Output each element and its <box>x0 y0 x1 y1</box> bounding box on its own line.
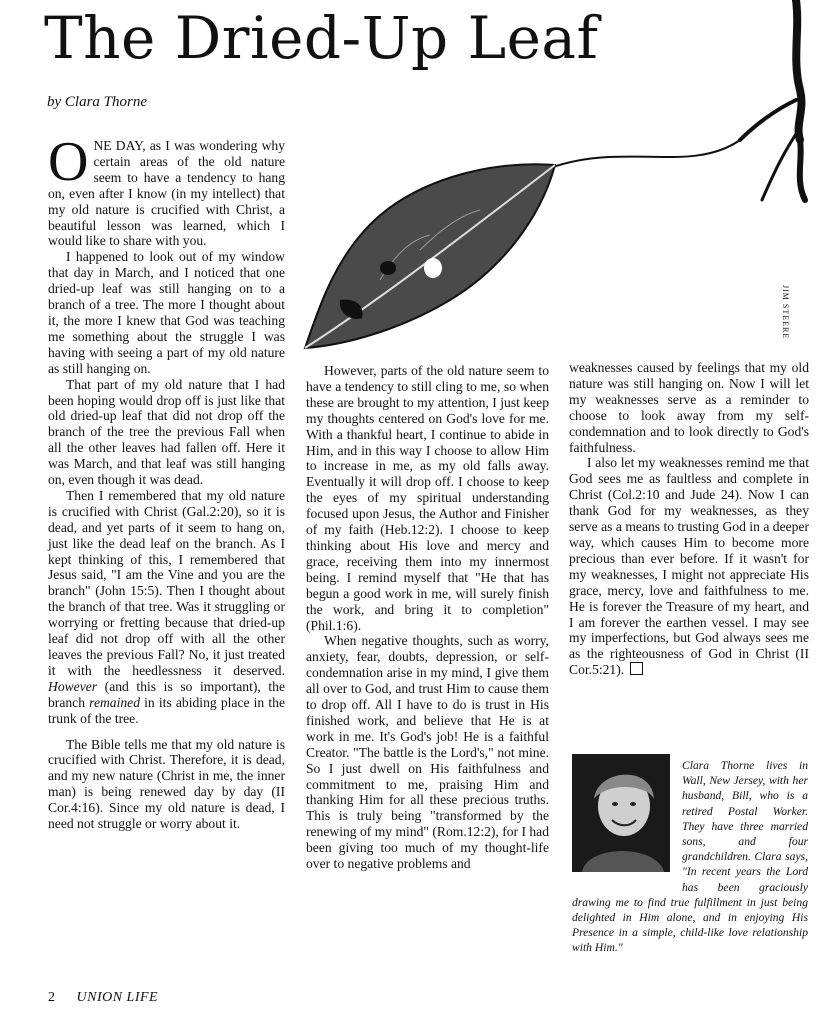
page-footer <box>48 990 158 1006</box>
publication-name: UNION LIFE <box>76 990 159 1005</box>
column-2 <box>306 363 549 872</box>
column-3 <box>569 360 809 678</box>
paragraph: The Bible tells me that my old nature is crucified with Christ. Therefore, it is dead, and my new nature (Christ in me, the inner man) is being renewed day by day (II Cor.4:16). Since my old nature is dead, I need not struggle or worry about it. <box>48 736 285 832</box>
page-number: 2 <box>48 990 55 1005</box>
paragraph: I happened to look out of my window that day in March, and I noticed that one dried-up leaf was still hanging on to a branch of a tree. The more I thought about it, the more I knew that God was teaching me something about the struggle I was having with seeing a part of my old nature as still hanging on. <box>48 249 285 376</box>
paragraph: When negative thoughts, such as worry, anxiety, fear, doubts, depression, or self-condemnation arise in my mind, I give them all over to God, and trust Him to cause them to drop off. All I have to do is trust in His finished work, and believe that He is at work in me. It's God's job! He is a faithful Creator. "The battle is the Lord's," not mine. So I just dwell on His faithfulness and commitment to me, praising Him and thanking Him for all these precious truths. This is truly being "transformed by the renewing of my mind" (Rom.12:2), for I had been giving too much of my thought-life over to negative problems and <box>306 633 550 872</box>
paragraph: However, parts of the old nature seem to have a tendency to still cling to me, so when these are brought to my attention, I just keep my thoughts centered on God's love for me. With a thankful heart, I continue to abide in Him, and in this way I choose to allow Him to increase in me, as my old falls away. Eventually it will drop off. I choose to keep the eyes of my spiritual understanding focused upon Jesus, the Author and Finisher of my faith (Heb.12:2). I choose to keep thinking about His love and mercy and grace, receiving them into my innermost being. I remind myself that "He that has begun a good work in me, will surely finish the work, and bring it to completion" (Phil.1:6). <box>306 363 549 633</box>
byline: by Clara Thorne <box>47 94 148 110</box>
paragraph: Then I remembered that my old nature is crucified with Christ (Gal.2:20), so it is dead, and yet parts of it seem to hang on, just like the dead leaf on the branch. As I kept thinking of this, I remembered that Jesus said, "I am the Vine and you are the branch" (John 15:5). Then I thought about the branch of that tree. Was it struggling or worrying or fretting because that dried-up leaf did not drop off with all the other leaves the previous Fall? No, it just treated it with the heedlessness it deserved. However (and this is so important), the branch remained in its abiding place in the trunk of the tree. <box>48 487 285 726</box>
dried-leaf <box>305 164 555 348</box>
paragraph: weaknesses caused by feelings that my old nature was still hanging on. Now I will let my weaknesses serve as a reminder to choose to look away from my self-condemnation and to look directly to God's faithfulness. <box>569 360 809 455</box>
paragraph: ONE DAY, as I was wondering why certain areas of the old nature seem to have a tendency to hang on, even after I know (in my intellect) that my old nature is crucified with Christ, a beautiful lesson was learned, which I would like to share with you. <box>48 131 285 249</box>
paragraph: That part of my old nature that I had been hoping would drop off is just like that old dried-up leaf that did not drop off the branch of the tree the previous Fall when all the other leaves had fallen off. Here it was March, and that leaf was still hanging on, even though it was dead. <box>48 376 285 488</box>
drop-cap: O <box>48 131 89 193</box>
paragraph: I also let my weaknesses remind me that God sees me as faultless and complete in Christ (Col.2:10 and Jude 24). Now I can thank God for my weaknesses, as they serve as a means to trusting God in a deeper way, which causes Him to become more precious than ever before. If it wasn't for my weaknesses, I might not appreciate His grace, mercy, love and faithfulness to me. He is forever the Treasure of my heart, and I am forever the earthen vessel. I may see my imperfections, but God always sees me as the righteousness of God in Christ (II Cor.5:21). <box>569 455 809 678</box>
article-title: The Dried-Up Leaf <box>44 4 599 72</box>
end-mark-icon <box>630 662 643 675</box>
photo-credit: JIM STEERE <box>781 285 790 340</box>
column-1 <box>48 131 285 832</box>
author-bio: Clara Thorne lives in Wall, New Jersey, with her husband, Bill, who is a retired Postal Worker. They have three married sons, and four grandchildren. Clara says, "In recent years the Lord has been graciously drawing me to find true fulfillment in just being delighted in Him alone, and in enjoying His Presence in a simple, child-like love relationship with Him." <box>572 759 808 955</box>
